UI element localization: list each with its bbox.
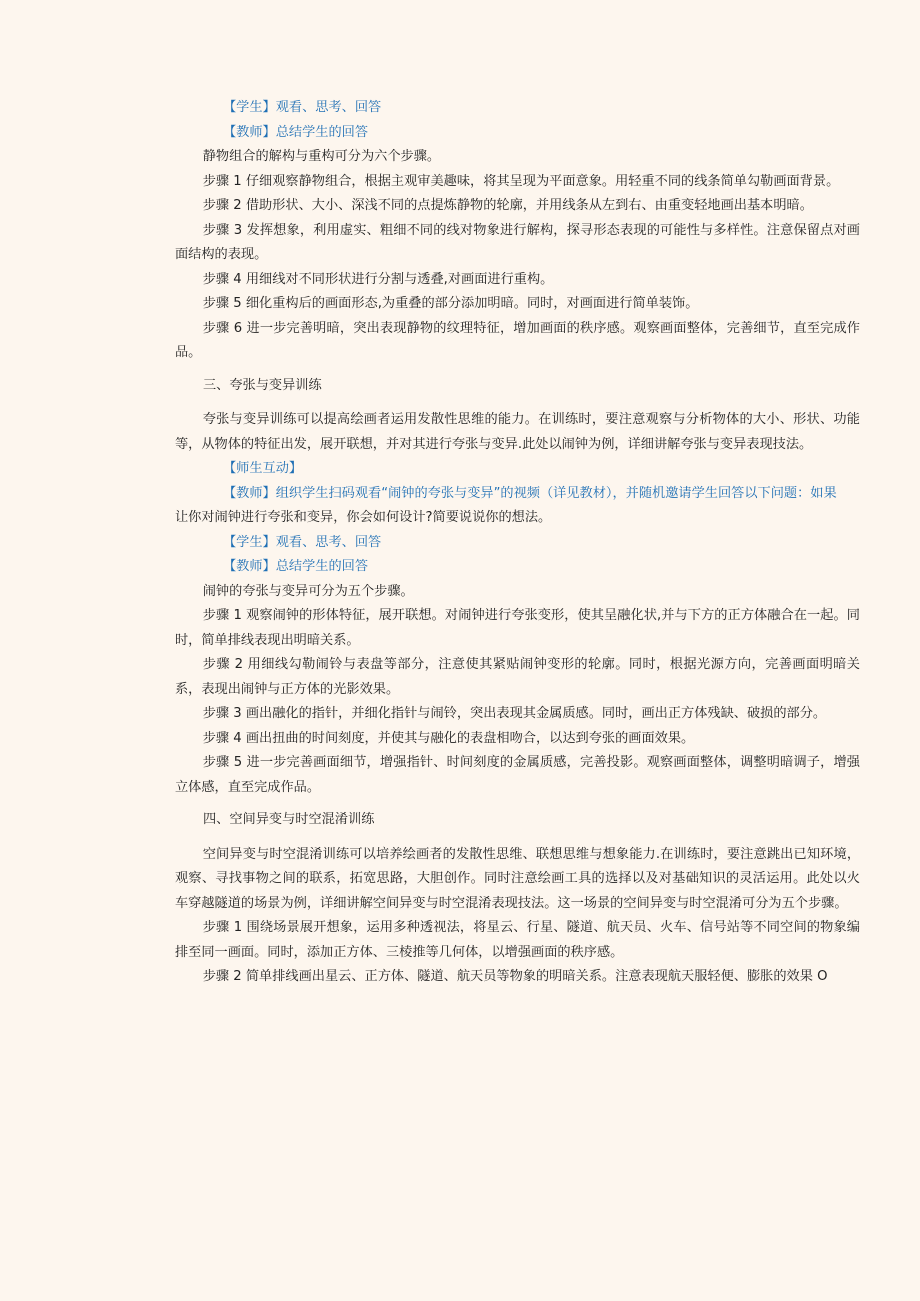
section-intro: 空间异变与时空混淆训练可以培养绘画者的发散性思维、联想思维与想象能力.在训练时，要注意跳出已知环境，观察、寻找事物之间的联系，拓宽思路，大胆创作。同时注意绘画工具的选择以及对基础知识的灵活运用。此处以火车穿越隧道的场景为例，详细讲解空间异变与时空混淆表现技法。这一场景的空间异变与时空混淆可分为五个步骤。 (175, 846, 860, 911)
step-paragraph: 步骤 2 简单排线画出星云、正方体、隧道、航天员等物象的明暗关系。注意表现航天服轻便、膨胀的效果 O (202, 969, 828, 984)
step-paragraph: 步骤 2 借助形状、大小、深浅不同的点提炼静物的轮廓，并用线条从左到右、由重变轻地画出基本明暗。 (202, 198, 813, 213)
page-content (175, 96, 860, 990)
student-answer-line: 【学生】观看、思考、回答 (223, 100, 382, 115)
teacher-prompt-cont-text: 让你对闹钟进行夸张和变异，你会如何设计?简要说说你的想法。 (175, 510, 552, 525)
steps-intro: 静物组合的解构与重构可分为六个步骤。 (202, 149, 441, 164)
teacher-prompt-text: 【教师】组织学生扫码观看“闹钟的夸张与变异”的视频（详见教材），并随机邀请学生回答以下问题：如果 (223, 485, 837, 501)
teacher-summary-line: 【教师】总结学生的回答 (223, 559, 369, 574)
student-answer-line: 【学生】观看、思考、回答 (223, 534, 382, 550)
step-paragraph: 步骤 5 进一步完善画面细节，增强指针、时间刻度的金属质感，完善投影。观察画面整体，调整明暗调子，增强立体感，直至完成作品。 (175, 755, 860, 795)
step-paragraph: 步骤 1 观察闹钟的形体特征，展开联想。对闹钟进行夸张变形，使其呈融化状,并与下方的正方体融合在一起。同时，简单排线表现出明暗关系。 (175, 608, 860, 648)
step-paragraph: 步骤 3 发挥想象，利用虚实、粗细不同的线对物象进行解构，探寻形态表现的可能性与多样性。注意保留点对画面结构的表现。 (175, 222, 860, 262)
step-paragraph: 步骤 3 画出融化的指针，并细化指针与闹铃，突出表现其金属质感。同时，画出正方体残缺、破损的部分。 (202, 706, 827, 721)
step-paragraph: 步骤 1 围绕场景展开想象，运用多种透视法，将星云、行星、隧道、航天员、火车、信号站等不同空间的物象编排至同一画面。同时，添加正方体、三棱推等几何体，以增强画面的秩序感。 (175, 920, 860, 960)
step-paragraph: 步骤 1 仔细观察静物组合，根据主观审美趣味，将其呈现为平面意象。用轻重不同的线条简单勾勒画面背景。 (202, 173, 840, 189)
section-heading: 三、夸张与变异训练 (203, 377, 322, 393)
step-paragraph: 步骤 6 进一步完善明暗，突出表现静物的纹理特征，增加画面的秩序感。观察画面整体，完善细节，直至完成作品。 (175, 320, 860, 360)
teacher-prompt-continuation (133, 506, 860, 531)
steps-intro: 闹钟的夸张与变异可分为五个步骤。 (202, 583, 414, 599)
teacher-prompt (175, 482, 860, 507)
step-paragraph: 步骤 2 用细线勾勒闹铃与表盘等部分，注意使其紧贴闹钟变形的轮廓。同时，根据光源方向，完善画面明暗关系，表现出闹钟与正方体的光影效果。 (175, 657, 860, 697)
section-heading: 四、空间异变与时空混淆训练 (203, 812, 375, 827)
step-paragraph: 步骤 5 细化重构后的画面形态,为重叠的部分添加明暗。同时，对画面进行简单装饰。 (202, 296, 699, 311)
step-paragraph: 步骤 4 用细线对不同形状进行分割与透叠,对画面进行重构。 (202, 271, 554, 287)
section-intro: 夸张与变异训练可以提高绘画者运用发散性思维的能力。在训练时，要注意观察与分析物体的大小、形状、功能等，从物体的特征出发，展开联想，并对其进行夸张与变异.此处以闹钟为例，详细讲解夸张与变异表现技法。 (175, 412, 860, 452)
interaction-label: 【师生互动】 (223, 461, 303, 476)
teacher-summary-line: 【教师】总结学生的回答 (223, 124, 369, 140)
step-paragraph: 步骤 4 画出扭曲的时间刻度，并使其与融化的表盘相吻合，以达到夸张的画面效果。 (202, 730, 695, 746)
